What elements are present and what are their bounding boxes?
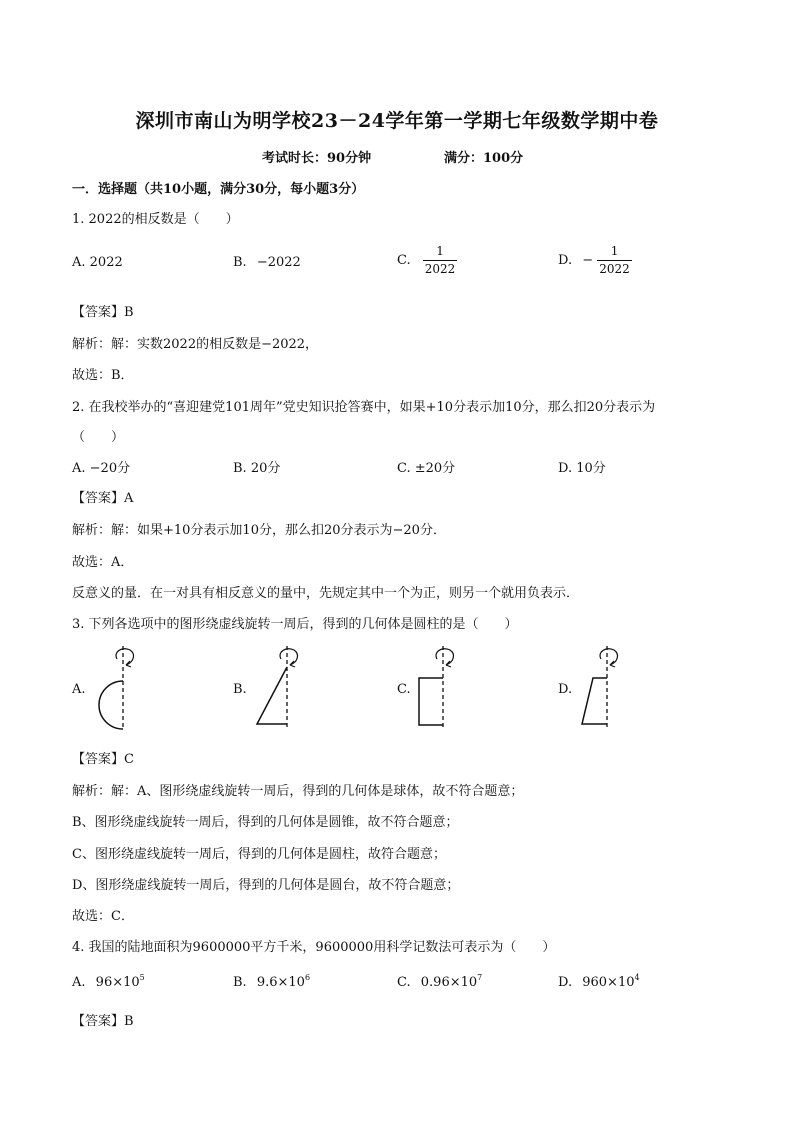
page-title: 深圳市南山为明学校23－24学年第一学期七年级数学期中卷	[135, 110, 659, 132]
q1-option-b	[233, 255, 301, 270]
q4-option-a	[72, 973, 145, 990]
q2-stem-line1: 2. 在我校举办的“喜迎建党101周年”党史知识抢答赛中，如果+10分表示加10分，那么扣20分表示为	[72, 400, 656, 415]
q3-option-d-label: D.	[558, 682, 573, 697]
q3-analysis-c: C、图形绕虚线旋转一周后，得到的几何体是圆柱，故符合题意；	[72, 847, 446, 862]
section-heading: 一．选择题（共10小题，满分30分，每小题3分）	[72, 182, 365, 197]
q4-option-a-mantissa: 96×10	[95, 975, 140, 990]
q1-option-d-label: D.	[558, 253, 573, 268]
q4-option-b-mantissa: 9.6×10	[256, 975, 305, 990]
q2-note: 反意义的量．在一对具有相反意义的量中，先规定其中一个为正，则另一个就用负表示．	[72, 586, 580, 601]
q1-stem: 1. 2022的相反数是（ ）	[72, 212, 239, 227]
q2-analysis: 解析：解：如果+10分表示加10分，那么扣20分表示为−20分．	[72, 523, 446, 538]
q1-choice: 故选：B．	[72, 368, 134, 383]
q2-option-c: C. ±20分	[397, 461, 456, 476]
q4-option-d-exponent: 4	[634, 973, 640, 982]
q4-option-b-exponent: 6	[304, 973, 311, 982]
q1-option-d-denominator: 2022	[599, 262, 630, 276]
q3-option-c-label: C.	[397, 682, 411, 697]
q2-stem-line2: （ ）	[72, 430, 125, 445]
q1-option-c-denominator: 2022	[424, 262, 456, 276]
q2-option-d: D. 10分	[558, 461, 606, 476]
q4-stem: 4. 我国的陆地面积为9600000平方千米，9600000用科学记数法可表示为（ ）	[72, 940, 556, 955]
q2-option-b: B. 20分	[233, 461, 281, 476]
q2-option-a: A. −20分	[72, 461, 131, 476]
q4-option-b	[233, 973, 310, 990]
q1-answer: 【答案】B	[72, 305, 134, 320]
q4-option-b-label: B.	[233, 975, 247, 990]
q3-option-a-label: A.	[72, 682, 86, 697]
q1-option-b-value: −2022	[256, 255, 301, 270]
q4-option-d-label: D.	[558, 975, 573, 990]
q1-option-b-label: B.	[233, 255, 247, 270]
q1-option-d-numerator: 1	[610, 244, 619, 258]
q2-choice: 故选：A．	[72, 555, 134, 570]
q1-option-c-label: C.	[397, 253, 411, 268]
q2-answer: 【答案】A	[72, 491, 134, 506]
q1-option-a: A. 2022	[72, 255, 123, 270]
q3-figure-d-trapezoid	[570, 642, 640, 734]
full-score: 满分：100分	[444, 151, 524, 166]
q3-analysis-d: D、图形绕虚线旋转一周后，得到的几何体是圆台，故不符合题意；	[72, 878, 460, 893]
q1-option-c	[397, 243, 457, 278]
q3-choice: 故选：C．	[72, 909, 134, 924]
q3-figure-c-rectangle	[406, 642, 476, 734]
q4-option-d	[558, 973, 640, 990]
q1-option-d	[558, 243, 632, 278]
q4-option-a-label: A.	[72, 975, 86, 990]
q1-option-c-fraction	[423, 243, 458, 278]
q4-option-c-mantissa: 0.96×10	[420, 975, 478, 990]
q4-option-d-mantissa: 960×10	[582, 975, 635, 990]
q3-answer: 【答案】C	[72, 752, 134, 767]
q3-figure-a-semicircle	[86, 642, 156, 734]
q3-analysis-b: B、图形绕虚线旋转一周后，得到的几何体是圆锥，故不符合题意；	[72, 815, 459, 830]
q3-analysis-a: 解析：解：A、图形绕虚线旋转一周后，得到的几何体是球体，故不符合题意；	[72, 784, 524, 799]
q1-option-d-sign: −	[582, 253, 594, 268]
exam-duration: 考试时长：90分钟	[262, 151, 372, 166]
q4-answer: 【答案】B	[72, 1014, 134, 1029]
q3-option-b-label: B.	[233, 682, 247, 697]
q3-stem: 3. 下列各选项中的图形绕虚线旋转一周后，得到的几何体是圆柱的是（ ）	[72, 617, 518, 632]
q1-option-c-numerator: 1	[436, 244, 444, 258]
q3-figure-b-triangle	[250, 642, 320, 734]
q4-option-c-label: C.	[397, 975, 411, 990]
q4-option-c-exponent: 7	[477, 973, 483, 982]
q1-option-d-fraction	[597, 243, 632, 278]
q4-option-a-exponent: 5	[139, 973, 145, 982]
q4-option-c	[397, 973, 482, 990]
q1-analysis: 解析：解：实数2022的相反数是−2022，	[72, 337, 319, 352]
